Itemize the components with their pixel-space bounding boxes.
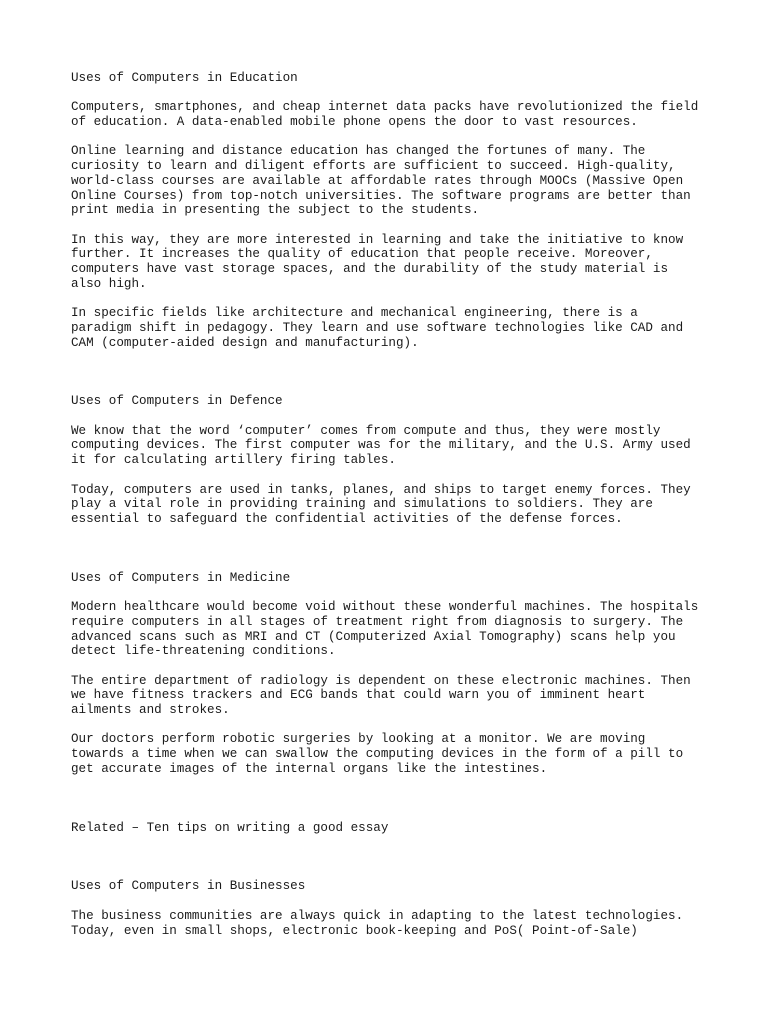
section-education [71, 71, 711, 350]
paragraph: Computers, smartphones, and cheap internet data packs have revolutionized the field of education. A data-enabled mobile phone opens the door to vast resources. [71, 100, 699, 130]
paragraph: In specific fields like architecture and mechanical engineering, there is a paradigm shift in pedagogy. They learn and use software technologies like CAD and CAM (computer-aided design and manufacturing). [71, 306, 684, 350]
section-heading: Uses of Computers in Education [71, 71, 298, 85]
paragraph: Modern healthcare would become void without these wonderful machines. The hospitals require computers in all stages of treatment right from diagnosis to surgery. The advanced scans such as MRI and CT (Computerized Axial Tomography) scans help you detect life-threatening conditions. [71, 600, 699, 659]
section-heading: Uses of Computers in Defence [71, 394, 283, 409]
paragraph: In this way, they are more interested in learning and take the initiative to know further. It increases the quality of education that people receive. Moreover, computers have vast storage spaces, and the durability of the study material is also high. [71, 232, 684, 291]
paragraph: Today, computers are used in tanks, planes, and ships to target enemy forces. They play a vital role in providing training and simulations to soldiers. They are essential to safeguard the confidential activities of the defense forces. [71, 482, 691, 526]
section-spacer [71, 365, 711, 394]
section-heading: Uses of Computers in Businesses [71, 879, 306, 894]
paragraph: We know that the word ‘computer’ comes from compute and thus, they were mostly computing devices. The first computer was for the military, and the U.S. Army used it for calculating artillery firing tables. [71, 423, 691, 468]
paragraph: The entire department of radiology is dependent on these electronic machines. Then we have fitness trackers and ECG bands that could warn you of imminent heart ailments and strokes. [71, 673, 691, 718]
document-page [71, 71, 711, 953]
section-heading: Uses of Computers in Medicine [71, 570, 291, 585]
section-spacer [71, 850, 711, 879]
section-spacer [71, 791, 711, 820]
paragraph: The business communities are always quick in adapting to the latest technologies. Today, even in small shops, electronic book-keeping and PoS( Point-of-Sale) [71, 908, 684, 938]
section-businesses [71, 879, 711, 938]
section-spacer [71, 541, 711, 570]
paragraph: Our doctors perform robotic surgeries by looking at a monitor. We are moving towards a time when we can swallow the computing devices in the form of a pill to get accurate images of the internal organs like the intestines. [71, 732, 684, 776]
paragraph: Online learning and distance education has changed the fortunes of many. The curiosity to learn and diligent efforts are sufficient to succeed. High-quality, world-class courses are available at affordable rates through MOOCs (Massive Open Online Courses) from top-notch universities. The software programs are better than print media in presenting the subject to the students. [71, 144, 691, 218]
related-link[interactable]: Related – Ten tips on writing a good essay [71, 820, 389, 835]
section-medicine [71, 571, 711, 777]
section-defence [71, 394, 711, 526]
section-related [71, 821, 711, 836]
